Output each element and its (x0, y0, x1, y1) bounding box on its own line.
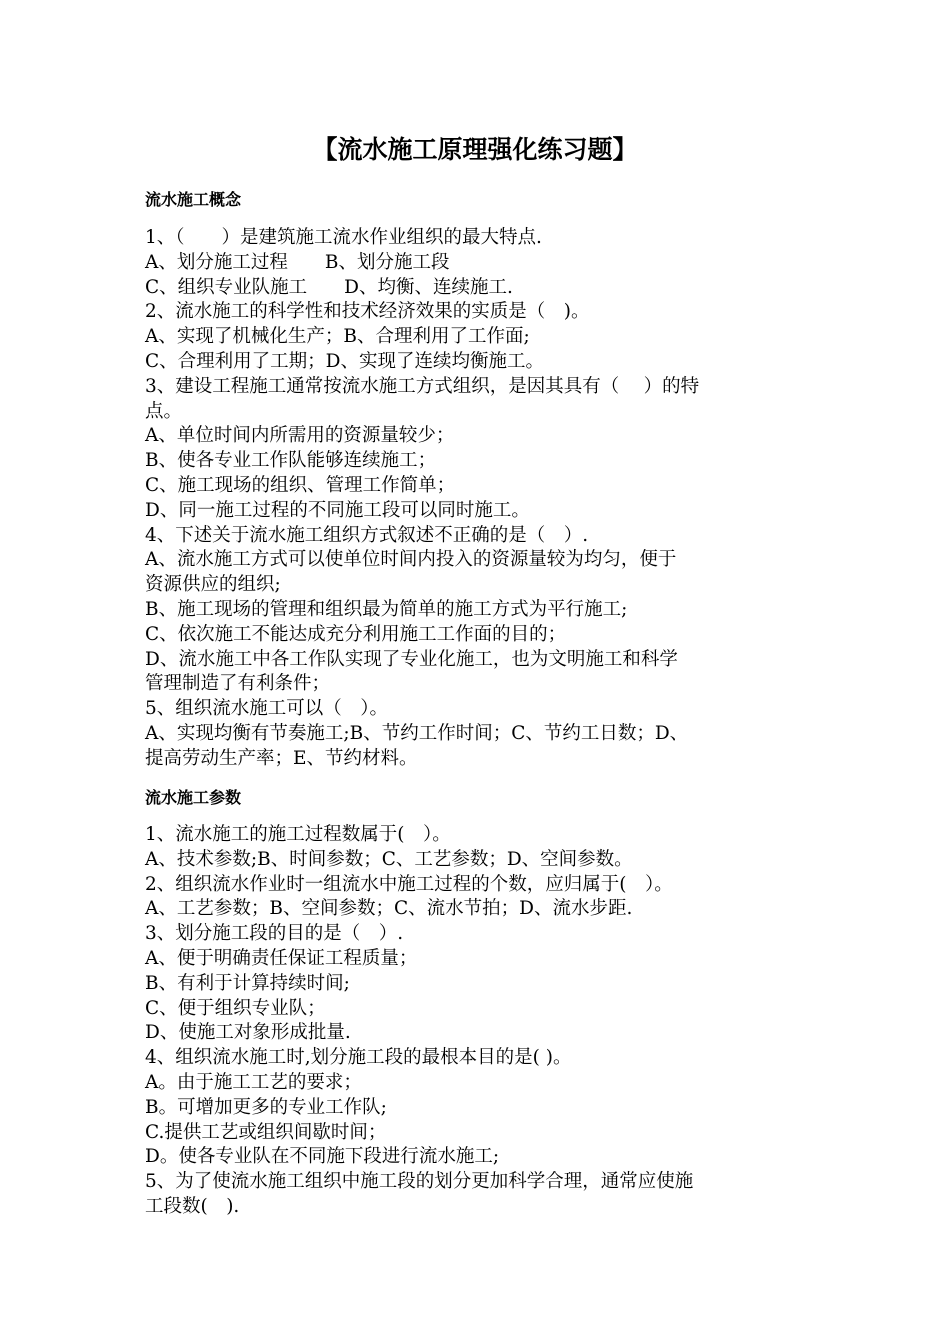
document-title: 【流水施工原理强化练习题】 (312, 135, 638, 164)
text-line: 资源供应的组织; (145, 574, 281, 596)
text-line: 1、（ ）是建筑施工流水作业组织的最大特点. (145, 227, 542, 248)
text-line: 工段数( ). (145, 1195, 240, 1217)
section-heading-concept: 流水施工概念 (145, 190, 242, 209)
text-line: D、流水施工中各工作队实现了专业化施工，也为文明施工和科学 (145, 648, 678, 670)
text-line: 管理制造了有利条件； (145, 673, 331, 695)
text-line: C、便于组织专业队； (145, 997, 326, 1019)
text-line: C、组织专业队施工 D、均衡、连续施工. (145, 276, 513, 298)
text-line: 4、下述关于流水施工组织方式叙述不正确的是（ ）. (145, 524, 589, 546)
text-line: 提高劳动生产率；E、节约材料。 (145, 747, 418, 769)
text-line: 4、组织流水施工时,划分施工段的最根本目的是( )。 (145, 1047, 572, 1069)
text-line: D。使各专业队在不同施下段进行流水施工; (145, 1146, 500, 1168)
text-line: D、使施工对象形成批量. (145, 1022, 351, 1044)
text-line: A、实现均衡有节奏施工;B、节约工作时间；C、节约工日数；D、 (145, 722, 689, 744)
text-line: C、施工现场的组织、管理工作简单； (145, 474, 456, 496)
text-line: 5、为了使流水施工组织中施工段的划分更加科学合理，通常应使施 (145, 1171, 694, 1193)
section-body-parameters (145, 823, 810, 1220)
text-line: A、技术参数;B、时间参数；C、工艺参数；D、空间参数。 (145, 848, 633, 870)
text-line: A、工艺参数；B、空间参数；C、流水节拍；D、流水步距. (145, 898, 633, 920)
text-line: 2、流水施工的科学性和技术经济效果的实质是（ )。 (145, 301, 590, 323)
text-line: B。可增加更多的专业工作队; (145, 1096, 387, 1118)
text-line: A、划分施工过程 B、划分施工段 (145, 251, 450, 273)
text-line: 3、划分施工段的目的是（ ）. (145, 923, 404, 945)
text-line: C.提供工艺或组织间歇时间； (145, 1121, 387, 1143)
text-line: A、单位时间内所需用的资源量较少； (145, 425, 455, 447)
text-line: D、同一施工过程的不同施工段可以同时施工。 (145, 499, 530, 521)
text-line: B、施工现场的管理和组织最为简单的施工方式为平行施工; (145, 598, 628, 620)
text-line: A、便于明确责任保证工程质量； (145, 947, 418, 969)
section-body-concept (145, 226, 810, 772)
text-line: 2、组织流水作业时一组流水中施工过程的个数，应归属于( ）。 (145, 873, 673, 895)
text-line: A、流水施工方式可以使单位时间内投入的资源量较为均匀，便于 (145, 549, 677, 571)
section-heading-parameters: 流水施工参数 (145, 788, 242, 807)
text-line: A、实现了机械化生产；B、合理利用了工作面; (145, 326, 530, 348)
text-line: 1、流水施工的施工过程数属于( ）。 (145, 824, 451, 845)
text-line: C、依次施工不能达成充分利用施工工作面的目的； (145, 623, 567, 645)
text-line: C、合理利用了工期；D、实现了连续均衡施工。 (145, 350, 544, 372)
text-line: 点。 (145, 400, 183, 422)
text-line: 5、组织流水施工可以（ ）。 (145, 698, 389, 720)
text-line: A。由于施工工艺的要求； (145, 1071, 362, 1093)
text-line: 3、建设工程施工通常按流水施工方式组织，是因其具有（ ）的特 (145, 375, 700, 397)
text-line: B、有利于计算持续时间; (145, 972, 350, 994)
text-line: B、使各专业工作队能够连续施工； (145, 450, 437, 472)
